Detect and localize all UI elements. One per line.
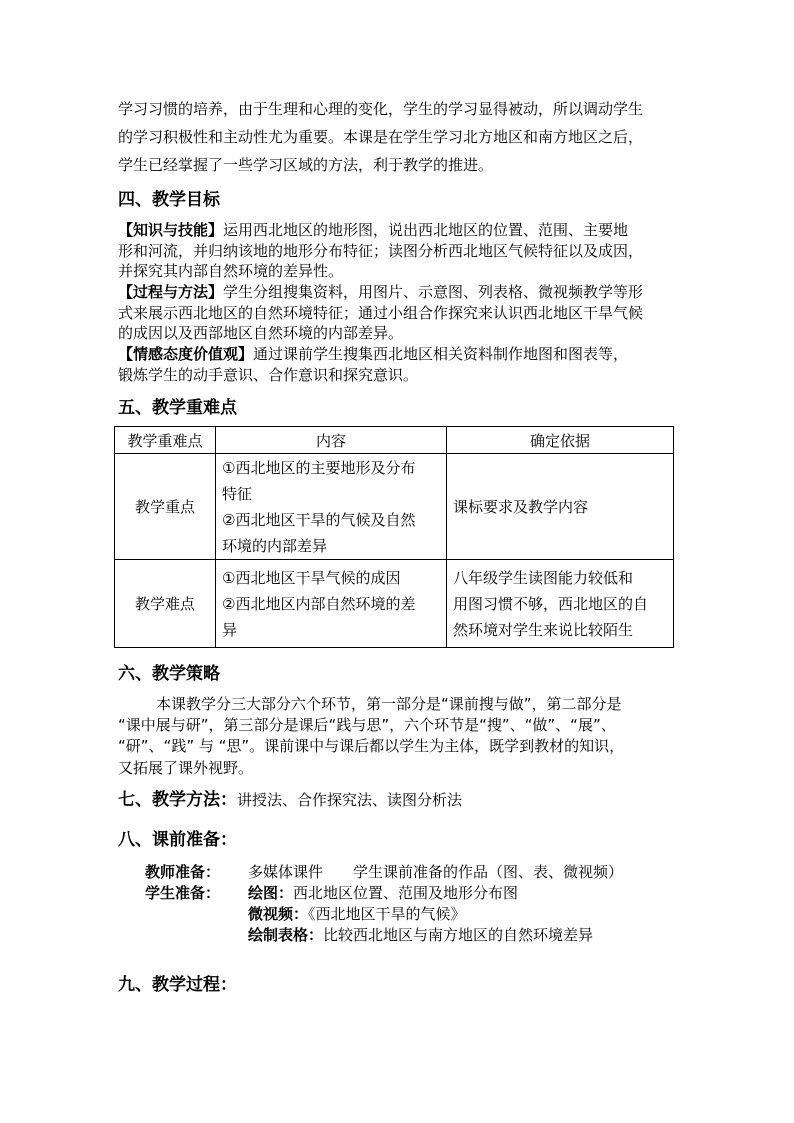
video-label: 微视频：	[248, 905, 309, 923]
emotion-label: 【情感态度价值观】	[118, 345, 254, 363]
emotion-text-1: 通过课前学生搜集西北地区相关资料制作地图和图表等，	[253, 345, 629, 363]
row-label-difficulties: 教学难点	[115, 560, 216, 648]
content-line: 异	[222, 620, 238, 639]
process-line-2: 式来展示西北地区的自然环境特征；通过小组合作探究来认识西北地区干旱气候	[118, 304, 644, 322]
intro-line-2: 的学习积极性和主动性尤为重要。本课是在学生学习北方地区和南方地区之后，	[118, 128, 644, 146]
student-prep-table	[248, 923, 593, 947]
knowledge-line-3: 并探究其内部自然环境的差异性。	[118, 262, 344, 280]
emotion-line-2: 锻炼学生的动手意识、合作意识和探究意识。	[118, 366, 419, 384]
content-line: ①西北地区的主要地形及分布	[222, 458, 416, 477]
section-7-heading: 七、教学方法：	[118, 790, 237, 810]
table-task-label: 绘制表格：	[248, 926, 324, 944]
basis-line: 用图习惯不够，西北地区的自	[453, 594, 649, 613]
teacher-prep-value: 多媒体课件 学生课前准备的作品（图、表、微视频）	[248, 863, 624, 881]
process-line-3: 的成因以及西部地区自然环境的内部差异。	[118, 324, 404, 342]
video-value: 《西北地区干旱的气候》	[308, 905, 466, 923]
row-content-difficulties	[216, 560, 447, 648]
strategy-line-4: 又拓展了课外视野。	[118, 759, 254, 777]
knowledge-text-1: 运用西北地区的地形图，说出西北地区的位置、范围、主要地	[223, 221, 629, 239]
strategy-line-2: “课中展与研”，第三部分是课后“践与思”，六个环节是“搜”、“做”、“展”、	[118, 716, 616, 734]
content-line: 环境的内部差异	[222, 536, 328, 555]
drawing-label: 绘图：	[248, 884, 294, 902]
section-5-heading: 五、教学重难点	[118, 398, 237, 418]
strategy-line-1: 本课教学分三大部分六个环节，第一部分是“课前搜与做”，第二部分是	[156, 695, 622, 713]
strategy-line-3: “研”、“践” 与 “思”。课前课中与课后都以学生为主体，既学到教材的知识，	[118, 737, 625, 755]
table-row	[115, 454, 674, 560]
content-line: ②西北地区干旱的气候及自然	[222, 510, 416, 529]
process-label: 【过程与方法】	[118, 283, 224, 301]
table-row	[115, 560, 674, 648]
section-7-line	[118, 788, 462, 812]
section-9-heading: 九、教学过程：	[118, 975, 237, 995]
section-8-heading: 八、课前准备：	[118, 830, 237, 850]
knowledge-line-2: 形和河流，并归纳该地的地形分布特征；读图分析西北地区气候特征以及成因，	[118, 242, 644, 260]
key-points-table	[114, 426, 674, 648]
table-header-row	[115, 427, 674, 454]
basis-line: 课标要求及教学内容	[453, 497, 589, 516]
section-4-heading: 四、教学目标	[118, 190, 220, 210]
drawing-value: 西北地区位置、范围及地形分布图	[293, 884, 519, 902]
content-line: ②西北地区内部自然环境的差	[222, 594, 416, 613]
content-line: 特征	[222, 484, 253, 503]
header-basis: 确定依据	[447, 427, 674, 454]
table-task-value: 比较西北地区与南方地区的自然环境差异	[323, 926, 594, 944]
knowledge-label: 【知识与技能】	[118, 221, 224, 239]
header-category: 教学重难点	[115, 427, 216, 454]
basis-line: 八年级学生读图能力较低和	[453, 568, 634, 587]
row-basis-difficulties	[447, 560, 674, 648]
row-content-key-points	[216, 454, 447, 560]
basis-line: 然环境对学生来说比较陌生	[453, 620, 634, 639]
teacher-prep-label: 教师准备：	[145, 863, 221, 881]
header-content: 内容	[216, 427, 447, 454]
methods-text: 讲授法、合作探究法、读图分析法	[237, 791, 463, 809]
row-label-key-points: 教学重点	[115, 454, 216, 560]
section-6-heading: 六、教学策略	[118, 664, 220, 684]
row-basis-key-points	[447, 454, 674, 560]
content-line: ①西北地区干旱气候的成因	[222, 568, 401, 587]
student-prep-label: 学生准备：	[145, 884, 221, 902]
intro-line-3: 学生已经掌握了一些学习区域的方法，利于教学的推进。	[118, 156, 494, 174]
intro-line-1: 学习习惯的培养，由于生理和心理的变化，学生的学习显得被动，所以调动学生	[118, 100, 644, 118]
process-text-1: 学生分组搜集资料，用图片、示意图、列表格、微视频教学等形	[223, 283, 644, 301]
